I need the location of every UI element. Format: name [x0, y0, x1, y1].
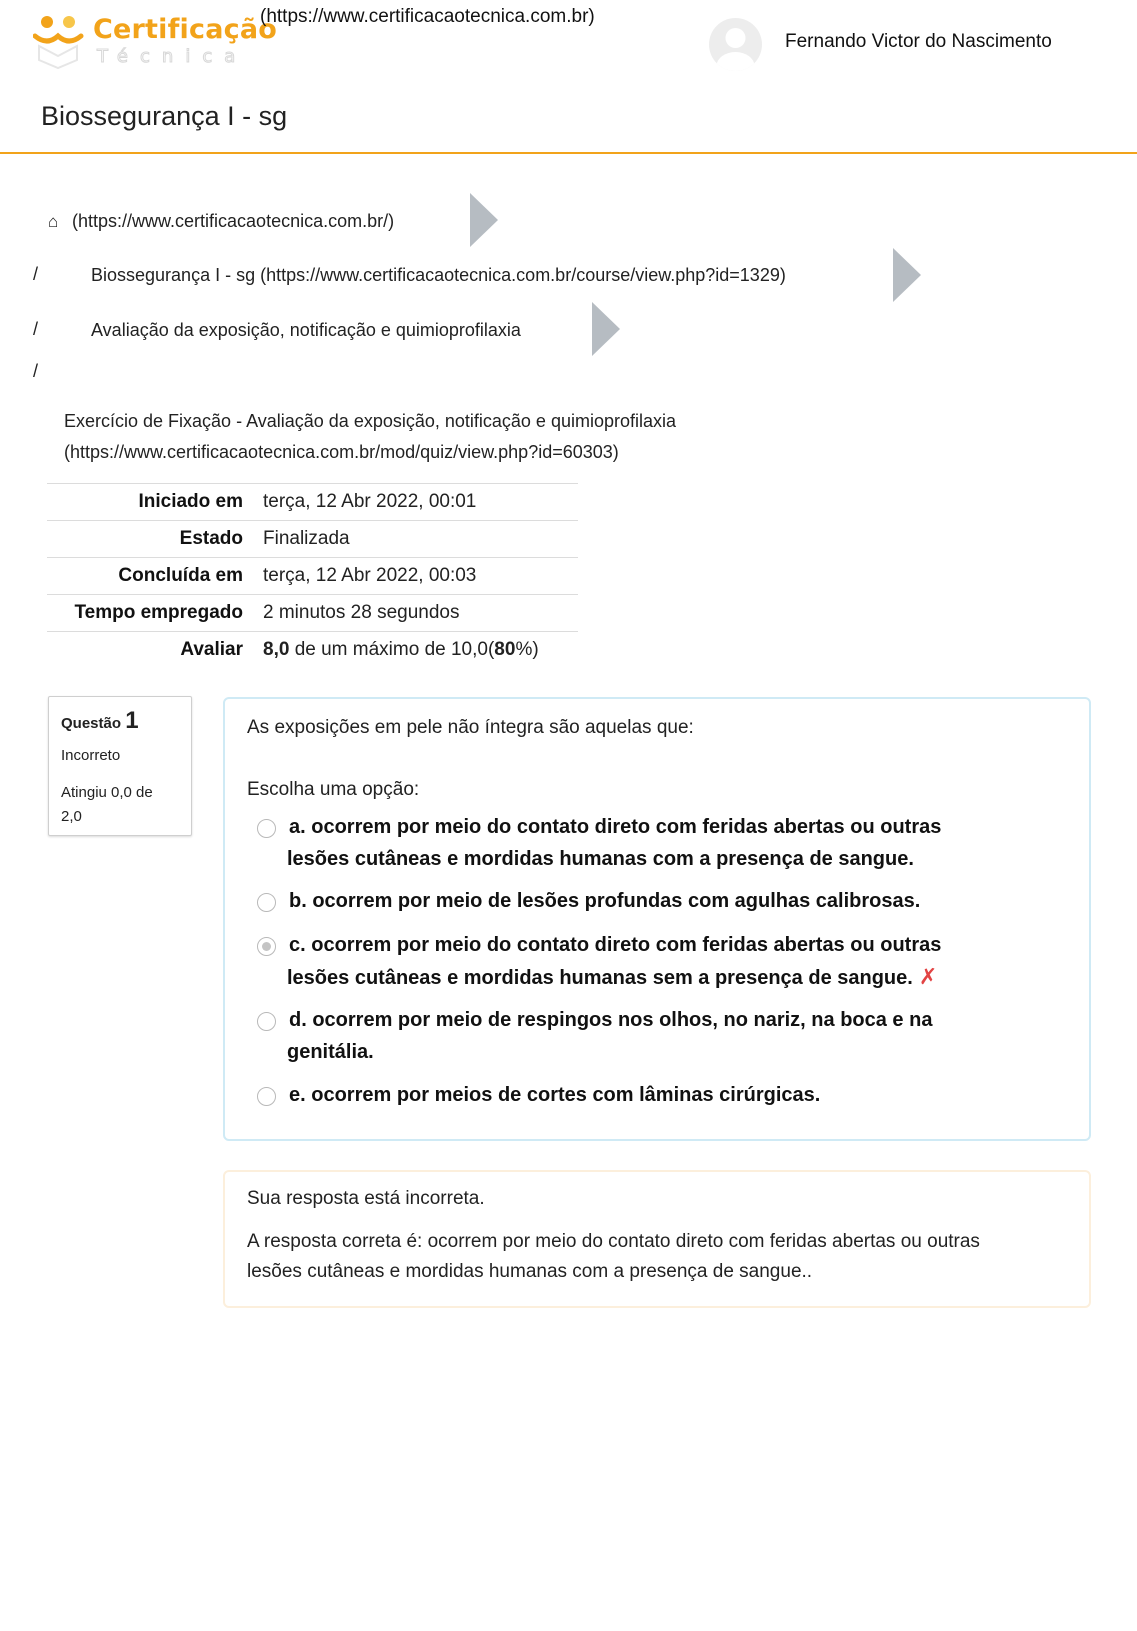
page-title: Biossegurança I - sg: [41, 101, 288, 131]
attempt-summary-table: [47, 483, 578, 668]
grade-percent: 80: [494, 639, 516, 660]
breadcrumb-home-link[interactable]: (https://www.certificacaotecnica.com.br/): [72, 211, 395, 231]
question-number: [61, 707, 139, 735]
answer-option-d[interactable]: [257, 1004, 977, 1068]
breadcrumb-separator: /: [33, 361, 39, 381]
summary-value: terça, 12 Abr 2022, 00:01: [263, 491, 477, 512]
answer-option-label: b. ocorrem por meio de lesões profundas com agulhas calibrosas.: [289, 890, 921, 912]
grade-score: 8,0: [263, 639, 290, 660]
grade-text-end: %): [515, 639, 539, 660]
answer-option-text: c. ocorrem por meio do contato direto com feridas abertas ou outras lesões cutâneas e mordidas humanas sem a presença de sangue.: [287, 934, 942, 989]
summary-value: Finalizada: [263, 528, 350, 549]
summary-row-started: [47, 483, 578, 520]
summary-row-state: [47, 520, 578, 557]
summary-label: Tempo empregado: [74, 602, 243, 623]
summary-value: 2 minutos 28 segundos: [263, 602, 460, 623]
answer-option-label: a. ocorrem por meio do contato direto com feridas abertas ou outras lesões cutâneas e mordidas humanas com a presença de sangue.: [287, 816, 942, 870]
logo-people-icon: [33, 12, 91, 70]
answer-option-a[interactable]: [257, 811, 977, 875]
summary-label: Concluída em: [118, 565, 243, 586]
radio-button[interactable]: [257, 893, 276, 912]
home-icon: ⌂: [48, 212, 59, 231]
grade-text: de um máximo de 10,0(: [289, 639, 495, 660]
question-label: Questão: [61, 715, 122, 732]
answer-option-e[interactable]: [257, 1079, 977, 1111]
logo-title: Certificação: [93, 14, 278, 45]
breadcrumb-quiz-link[interactable]: [64, 406, 676, 468]
answer-option-label: e. ocorrem por meios de cortes com lâminas cirúrgicas.: [289, 1084, 821, 1106]
site-url-link[interactable]: (https://www.certificacaotecnica.com.br): [260, 6, 595, 27]
answer-option-label: [257, 929, 977, 994]
breadcrumb-course-link[interactable]: Biossegurança I - sg (https://www.certificacaotecnica.com.br/course/view.php?id=1329): [91, 265, 786, 285]
summary-row-completed: [47, 557, 578, 594]
radio-button[interactable]: [257, 1087, 276, 1106]
breadcrumb-section-link[interactable]: Avaliação da exposição, notificação e quimioprofilaxia: [91, 320, 521, 340]
summary-row-time: [47, 594, 578, 631]
breadcrumb-separator: /: [33, 319, 39, 339]
summary-label: Estado: [179, 528, 243, 549]
summary-value: terça, 12 Abr 2022, 00:03: [263, 565, 477, 586]
breadcrumb-arrow-icon: [470, 193, 498, 247]
user-avatar-icon: [709, 18, 762, 71]
breadcrumb-quiz-title: Exercício de Fixação - Avaliação da exposição, notificação e quimioprofilaxia: [64, 411, 676, 431]
summary-label: Avaliar: [180, 639, 243, 660]
question-content-box: [223, 697, 1091, 1141]
user-name[interactable]: Fernando Victor do Nascimento: [785, 31, 1052, 52]
summary-row-grade: [47, 631, 578, 668]
answer-option-b[interactable]: [257, 885, 977, 917]
avatar[interactable]: [709, 18, 762, 71]
feedback-box: [223, 1170, 1091, 1308]
radio-button[interactable]: [257, 819, 276, 838]
x-mark-icon: ✗: [918, 964, 938, 989]
question-text: As exposições em pele não íntegra são aquelas que:: [247, 717, 694, 738]
question-grade: Atingiu 0,0 de 2,0: [61, 784, 153, 825]
question-info-box: [48, 696, 192, 836]
logo-subtitle: Técnica: [97, 46, 248, 67]
site-logo[interactable]: [33, 12, 278, 70]
question-state: Incorreto: [61, 747, 121, 764]
question-number-value: 1: [125, 707, 139, 734]
feedback-result: Sua resposta está incorreta.: [247, 1188, 485, 1209]
summary-value: [243, 639, 539, 661]
breadcrumb-quiz-url: (https://www.certificacaotecnica.com.br/mod/quiz/view.php?id=60303): [64, 442, 619, 462]
feedback-correct-answer: A resposta correta é: ocorrem por meio do contato direto com feridas abertas ou outras lesões cutâneas e mordidas humanas com a presença de sangue..: [247, 1231, 980, 1282]
breadcrumb-separator: /: [33, 264, 39, 284]
header-divider: [0, 152, 1137, 154]
breadcrumb-arrow-icon: [592, 302, 620, 356]
answer-option-c[interactable]: [257, 929, 977, 994]
radio-button[interactable]: [257, 1012, 276, 1031]
radio-button-selected[interactable]: [257, 937, 276, 956]
summary-label: Iniciado em: [138, 491, 243, 512]
question-prompt: Escolha uma opção:: [247, 779, 420, 800]
breadcrumb-arrow-icon: [893, 248, 921, 302]
answer-option-label: d. ocorrem por meio de respingos nos olhos, no nariz, na boca e na genitália.: [287, 1009, 933, 1063]
